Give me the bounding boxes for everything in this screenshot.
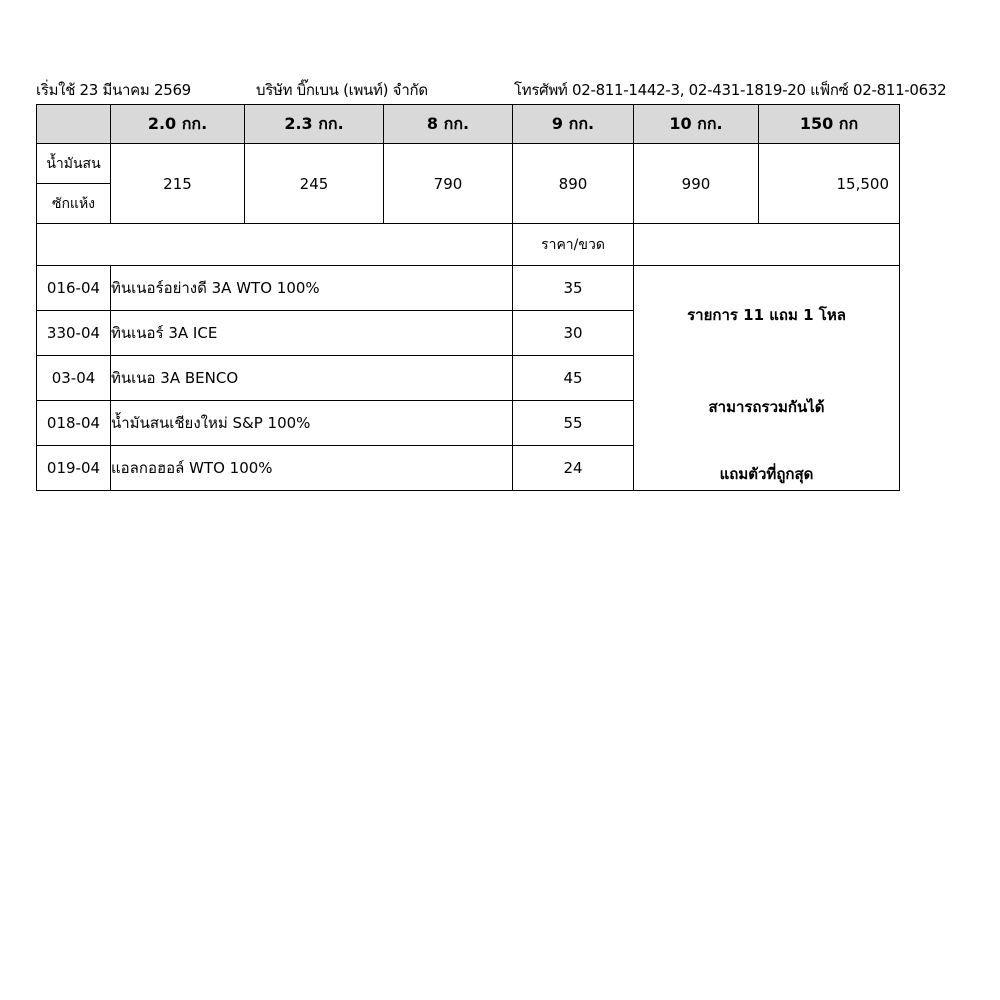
size-header: 8 กก. — [384, 105, 513, 144]
price-table — [36, 104, 900, 491]
size-price: 890 — [513, 144, 634, 224]
price-unit-label: ราคา/ขวด — [513, 224, 634, 266]
product-price: 35 — [513, 266, 634, 311]
corner-cell — [37, 105, 111, 144]
product-name: แอลกอฮอล์ WTO 100% — [111, 446, 513, 491]
promo-line-3: แถมตัวที่ถูกสุด — [719, 465, 814, 483]
product-name: น้ำมันสนเชียงใหม่ S&P 100% — [111, 401, 513, 446]
blank-header-cell — [37, 224, 513, 266]
size-header: 150 กก — [759, 105, 900, 144]
product-line-label: ซักแห้ง — [37, 184, 111, 224]
product-price: 55 — [513, 401, 634, 446]
size-price: 15,500 — [759, 144, 900, 224]
product-code: 03-04 — [37, 356, 111, 401]
promo-line-2: สามารถรวมกันได้ — [708, 398, 825, 416]
product-header-row — [37, 224, 900, 266]
company-name: บริษัท บิ๊กเบน (เพนท์) จำกัด — [256, 81, 428, 99]
size-price-row — [37, 144, 900, 184]
product-name: ทินเนอร์ 3A ICE — [111, 311, 513, 356]
size-price: 990 — [634, 144, 759, 224]
product-price: 24 — [513, 446, 634, 491]
size-header: 10 กก. — [634, 105, 759, 144]
product-name: ทินเนอร์อย่างดี 3A WTO 100% — [111, 266, 513, 311]
product-code: 018-04 — [37, 401, 111, 446]
product-name: ทินเนอ 3A BENCO — [111, 356, 513, 401]
size-header: 9 กก. — [513, 105, 634, 144]
product-code: 330-04 — [37, 311, 111, 356]
promo-line-1: รายการ 11 แถม 1 โหล — [687, 306, 846, 324]
start-date: เริ่มใช้ 23 มีนาคม 2569 — [36, 81, 191, 99]
size-price: 215 — [111, 144, 245, 224]
blank-header-cell — [634, 224, 900, 266]
size-header-row — [37, 105, 900, 144]
product-price: 45 — [513, 356, 634, 401]
contact-info: โทรศัพท์ 02-811-1442-3, 02-431-1819-20 แฟ็กซ์ 02-811-0632 — [514, 81, 947, 99]
size-header: 2.0 กก. — [111, 105, 245, 144]
product-row — [37, 266, 900, 311]
size-header: 2.3 กก. — [245, 105, 384, 144]
product-line-label: น้ำมันสน — [37, 144, 111, 184]
promo-cell — [634, 266, 900, 491]
product-code: 016-04 — [37, 266, 111, 311]
size-price: 790 — [384, 144, 513, 224]
product-price: 30 — [513, 311, 634, 356]
size-price: 245 — [245, 144, 384, 224]
product-code: 019-04 — [37, 446, 111, 491]
